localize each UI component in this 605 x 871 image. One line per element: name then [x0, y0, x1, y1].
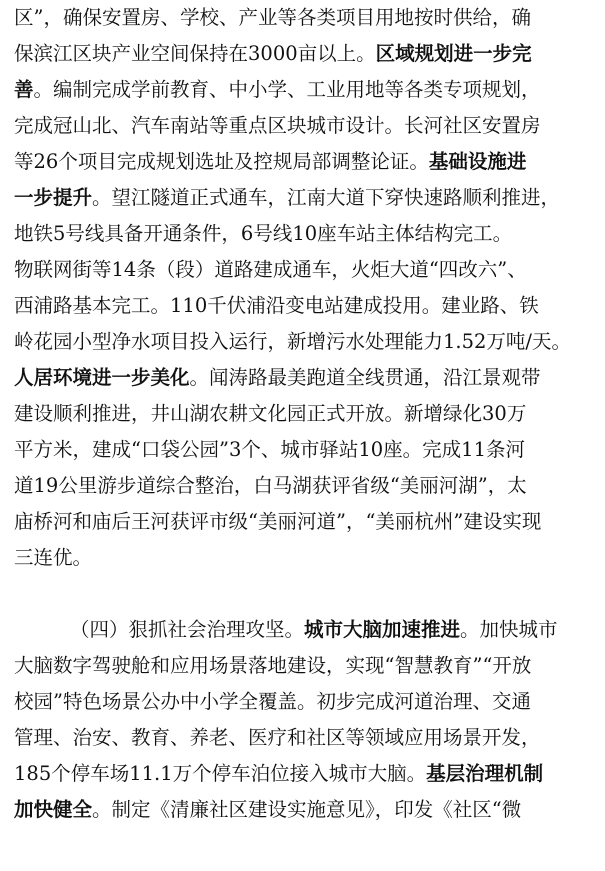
text-span: 区”，确保安置房、学校、产业等各类项目用地按时供给，确: [14, 6, 531, 29]
text-span: 校园”特色场景公办中小学全覆盖。初步完成河道治理、交通: [14, 690, 531, 713]
text-line: [14, 180, 594, 216]
text-line: [14, 0, 594, 36]
text-line: [14, 252, 594, 288]
text-span: 。制定《清廉社区建设实施意见》，印发《社区“微: [92, 798, 522, 821]
text-line: [14, 36, 594, 72]
text-line: [14, 108, 594, 144]
text-span: 等26个项目完成规划选址及控规局部调整论证。: [14, 150, 429, 173]
paragraph-gap: [0, 576, 605, 592]
text-line: [14, 432, 594, 468]
text-line: [14, 792, 594, 828]
text-span: 物联网街等14条（段）道路建成通车，火炬大道“四改六”、: [14, 258, 527, 281]
text-line: [14, 324, 594, 360]
text-span: 建设顺利推进，井山湖农耕文化园正式开放。新增绿化30万: [14, 402, 527, 425]
text-line: [14, 468, 594, 504]
text-span: 三连优。: [14, 546, 93, 569]
text-span: 岭花园小型净水项目投入运行，新增污水处理能力1.52万吨/天。: [14, 330, 571, 353]
text-span: 完成冠山北、汽车南站等重点区块城市设计。长河社区安置房: [14, 114, 541, 137]
text-line: [14, 144, 594, 180]
bold-heading-span: 城市大脑加速推进: [304, 618, 461, 641]
text-line: [14, 720, 594, 756]
text-line: [14, 72, 594, 108]
text-line: [14, 648, 594, 684]
text-span: 。闻涛路最美跑道全线贯通，沿江景观带: [189, 366, 541, 389]
text-span: 地铁5号线具备开通条件，6号线10座车站主体结构完工。: [14, 222, 513, 245]
text-span: 保滨江区块产业空间保持在3000亩以上。: [14, 42, 376, 65]
text-line: [14, 756, 594, 792]
text-span: 西浦路基本完工。110千伏浦沿变电站建成投用。建业路、铁: [14, 294, 539, 317]
text-line: [14, 504, 594, 540]
bold-heading-span: 基础设施进: [428, 150, 527, 173]
text-line: [14, 360, 594, 396]
text-line: [14, 216, 594, 252]
text-span: （四）狠抓社会治理攻坚。: [70, 618, 305, 641]
bold-heading-span: 善: [14, 78, 34, 101]
text-span: 大脑数字驾驶舱和应用场景落地建设，实现“智慧教育”“开放: [14, 654, 532, 677]
bold-heading-span: 一步提升: [14, 186, 93, 209]
text-span: 。望江隧道正式通车，江南大道下穿快速路顺利推进，: [92, 186, 561, 209]
bold-heading-span: 区域规划进一步完: [375, 42, 532, 65]
text-span: 道19公里游步道综合整治，白马湖获评省级“美丽河湖”，太: [14, 474, 527, 497]
text-line: [70, 612, 594, 648]
text-span: 。加快城市: [460, 618, 558, 641]
text-span: 平方米，建成“口袋公园”3个、城市驿站10座。完成11条河: [14, 438, 525, 461]
text-span: 185个停车场11.1万个停车泊位接入城市大脑。: [14, 762, 427, 785]
text-line: [14, 288, 594, 324]
bold-heading-span: 加快健全: [14, 798, 93, 821]
text-line: [14, 684, 594, 720]
text-line: [14, 540, 594, 576]
text-span: 。编制完成学前教育、中小学、工业用地等各类专项规划，: [33, 78, 541, 101]
text-span: 管理、治安、教育、养老、医疗和社区等领域应用场景开发，: [14, 726, 541, 749]
bold-heading-span: 基层治理机制: [426, 762, 544, 785]
text-line: [14, 396, 594, 432]
bold-heading-span: 人居环境进一步美化: [14, 366, 190, 389]
text-span: 庙桥河和庙后王河获评市级“美丽河道”，“美丽杭州”建设实现: [14, 510, 542, 533]
